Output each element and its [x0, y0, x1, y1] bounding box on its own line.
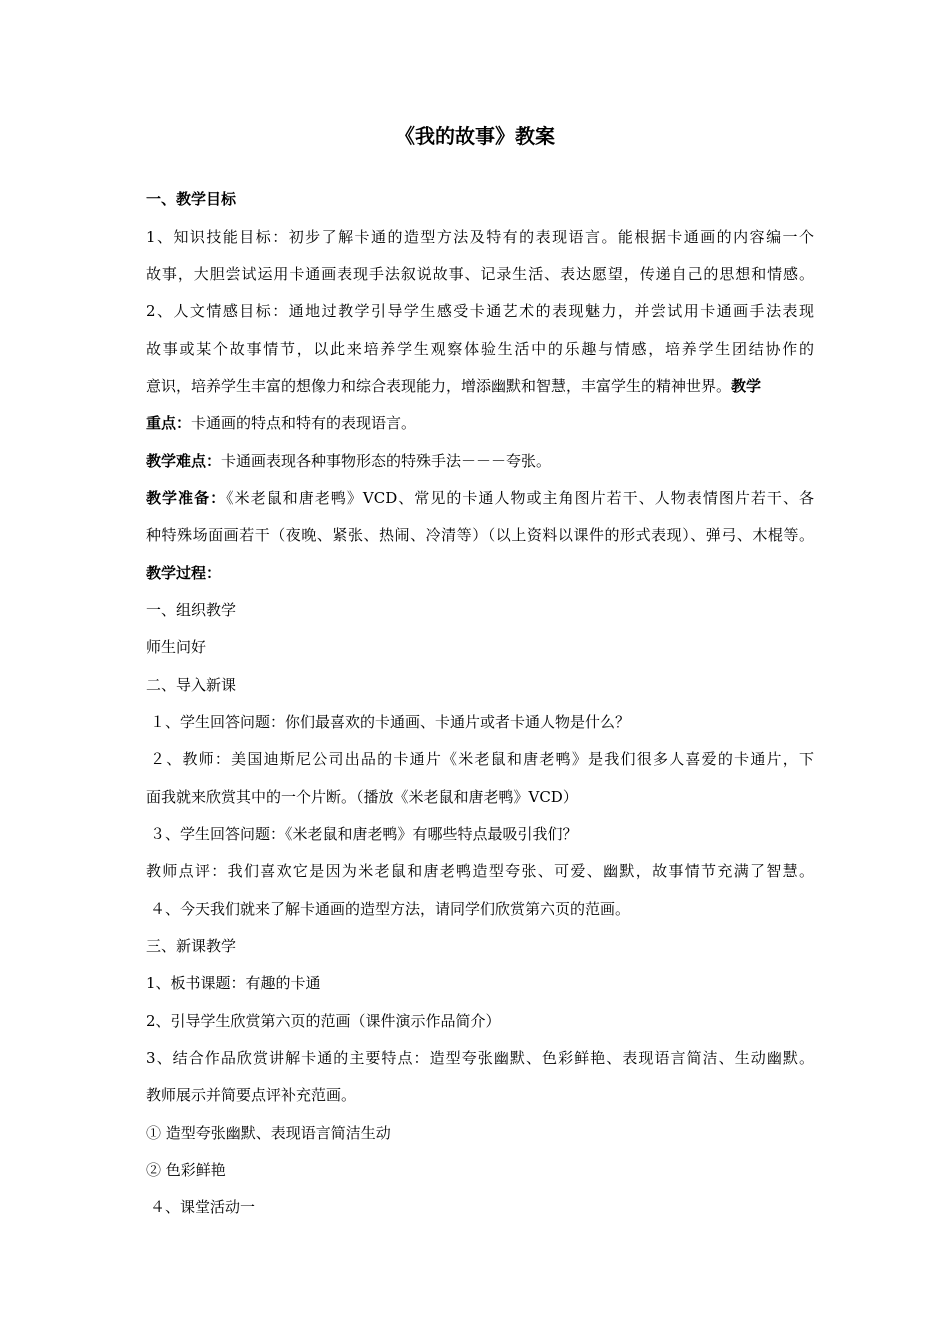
section-2-item-1: １、学生回答问题：你们最喜欢的卡通画、卡通片或者卡通人物是什么？: [150, 713, 631, 731]
difficulty-text: 卡通画表现各种事物形态的特殊手法－－－夸张。: [221, 452, 552, 470]
section-2-item-3: ３、学生回答问题：《米老鼠和唐老鸭》有哪些特点最吸引我们？: [150, 825, 578, 843]
section-3-heading: 三、新课教学: [146, 937, 237, 955]
document-title: 《我的故事》教案: [395, 124, 555, 148]
section-2-item-4: ４、今天我们就来了解卡通画的造型方法，请同学们欣赏第六页的范画。: [150, 900, 631, 918]
section-3-point-2: ② 色彩鲜艳: [146, 1161, 226, 1179]
difficulty-label: 教学难点：: [146, 452, 222, 470]
objectives-heading: 一、教学目标: [146, 190, 237, 208]
preparation-label: 教学准备：: [146, 489, 227, 507]
difficulty: [146, 450, 814, 472]
section-3-teacher: 教师展示并简要点评补充范画。: [146, 1086, 357, 1104]
section-2-heading: 二、导入新课: [146, 676, 237, 694]
key-point-text: 卡通画的特点和特有的表现语言。: [191, 414, 417, 432]
section-3-item-3: 3、结合作品欣赏讲解卡通的主要特点：造型夸张幽默、色彩鲜艳、表现语言简洁、生动幽默。: [146, 1049, 814, 1067]
objective-2-line-2: 故事或某个故事情节，以此来培养学生观察体验生活中的乐趣与情感，培养学生团结协作的: [146, 340, 814, 358]
preparation-line-2: 种特殊场面画若干（夜晚、紧张、热闹、冷清等）（以上资料以课件的形式表现）、弹弓、木棍等。: [146, 526, 814, 544]
section-2-item-2-line-1: ２、教师：美国迪斯尼公司出品的卡通片《米老鼠和唐老鸭》是我们很多人喜爱的卡通片，下: [150, 750, 814, 768]
section-2-comment: 教师点评：我们喜欢它是因为米老鼠和唐老鸭造型夸张、可爱、幽默，故事情节充满了智慧。: [146, 862, 814, 880]
process-label: 教学过程：: [146, 564, 222, 582]
objective-1-line-1: 1、知识技能目标：初步了解卡通的造型方法及特有的表现语言。能根据卡通画的内容编一个: [146, 228, 814, 246]
objective-1-line-2: 故事，大胆尝试运用卡通画表现手法叙说故事、记录生活、表达愿望，传递自己的思想和情感。: [146, 265, 814, 283]
objective-2-line-1: 2、人文情感目标：通地过教学引导学生感受卡通艺术的表现魅力，并尝试用卡通画手法表现: [146, 302, 814, 320]
section-3-point-1: ① 造型夸张幽默、表现语言简洁生动: [146, 1124, 391, 1142]
section-1-text: 师生问好: [146, 638, 207, 656]
objective-2-line-3: [146, 375, 814, 397]
section-3-item-4: ４、课堂活动一: [150, 1198, 256, 1216]
key-point-label-part-2: 重点：: [146, 414, 192, 432]
key-point: [146, 412, 814, 434]
key-point-label-part-1: 教学: [731, 377, 762, 395]
preparation-text-1: 《米老鼠和唐老鸭》VCD、常见的卡通人物或主角图片若干、人物表情图片若干、各: [226, 489, 814, 507]
section-3-item-1: 1、板书课题：有趣的卡通: [146, 974, 321, 992]
section-3-item-2: 2、引导学生欣赏第六页的范画（课件演示作品简介）: [146, 1012, 501, 1030]
section-1-heading: 一、组织教学: [146, 601, 237, 619]
section-2-item-2-line-2: 面我就来欣赏其中的一个片断。（播放《米老鼠和唐老鸭》VCD）: [146, 788, 578, 806]
objective-2-line-3-text: 意识，培养学生丰富的想像力和综合表现能力，增添幽默和智慧，丰富学生的精神世界。: [146, 377, 732, 395]
preparation-line-1: [146, 487, 814, 509]
